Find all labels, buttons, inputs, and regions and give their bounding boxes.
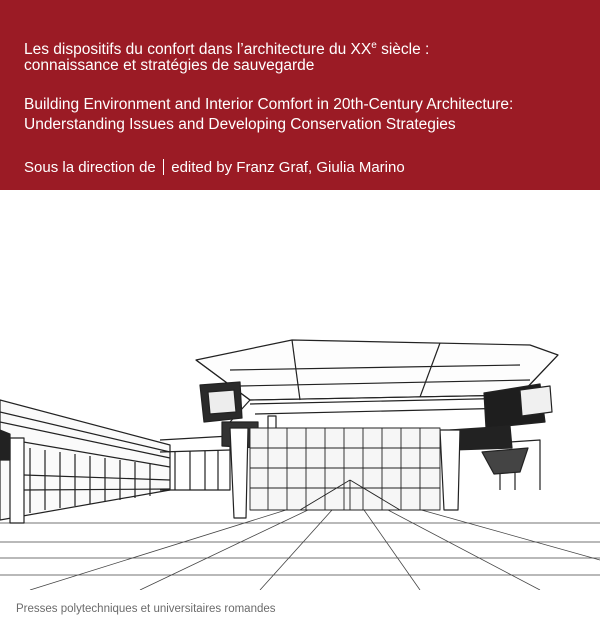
left-building	[0, 400, 170, 523]
glass-hall	[250, 428, 440, 510]
title-en-line1: Building Environment and Interior Comfort in 20th-Century Architecture:	[24, 96, 514, 113]
architectural-drawing	[0, 190, 600, 590]
editors-separator	[163, 159, 165, 175]
editors-en: edited by Franz Graf, Giulia Marino	[171, 159, 405, 176]
title-banner	[0, 0, 600, 190]
title-fr-line1: Les dispositifs du confort dans l’architecture du XXe siècle :	[24, 40, 430, 59]
title-fr-line2: connaissance et stratégies de sauvegarde	[24, 57, 315, 74]
title-en-line2: Understanding Issues and Developing Conservation Strategies	[24, 116, 456, 133]
publisher-name: Presses polytechniques et universitaires romandes	[16, 603, 276, 615]
editors-line	[24, 158, 405, 178]
editors-fr: Sous la direction de	[24, 159, 156, 176]
